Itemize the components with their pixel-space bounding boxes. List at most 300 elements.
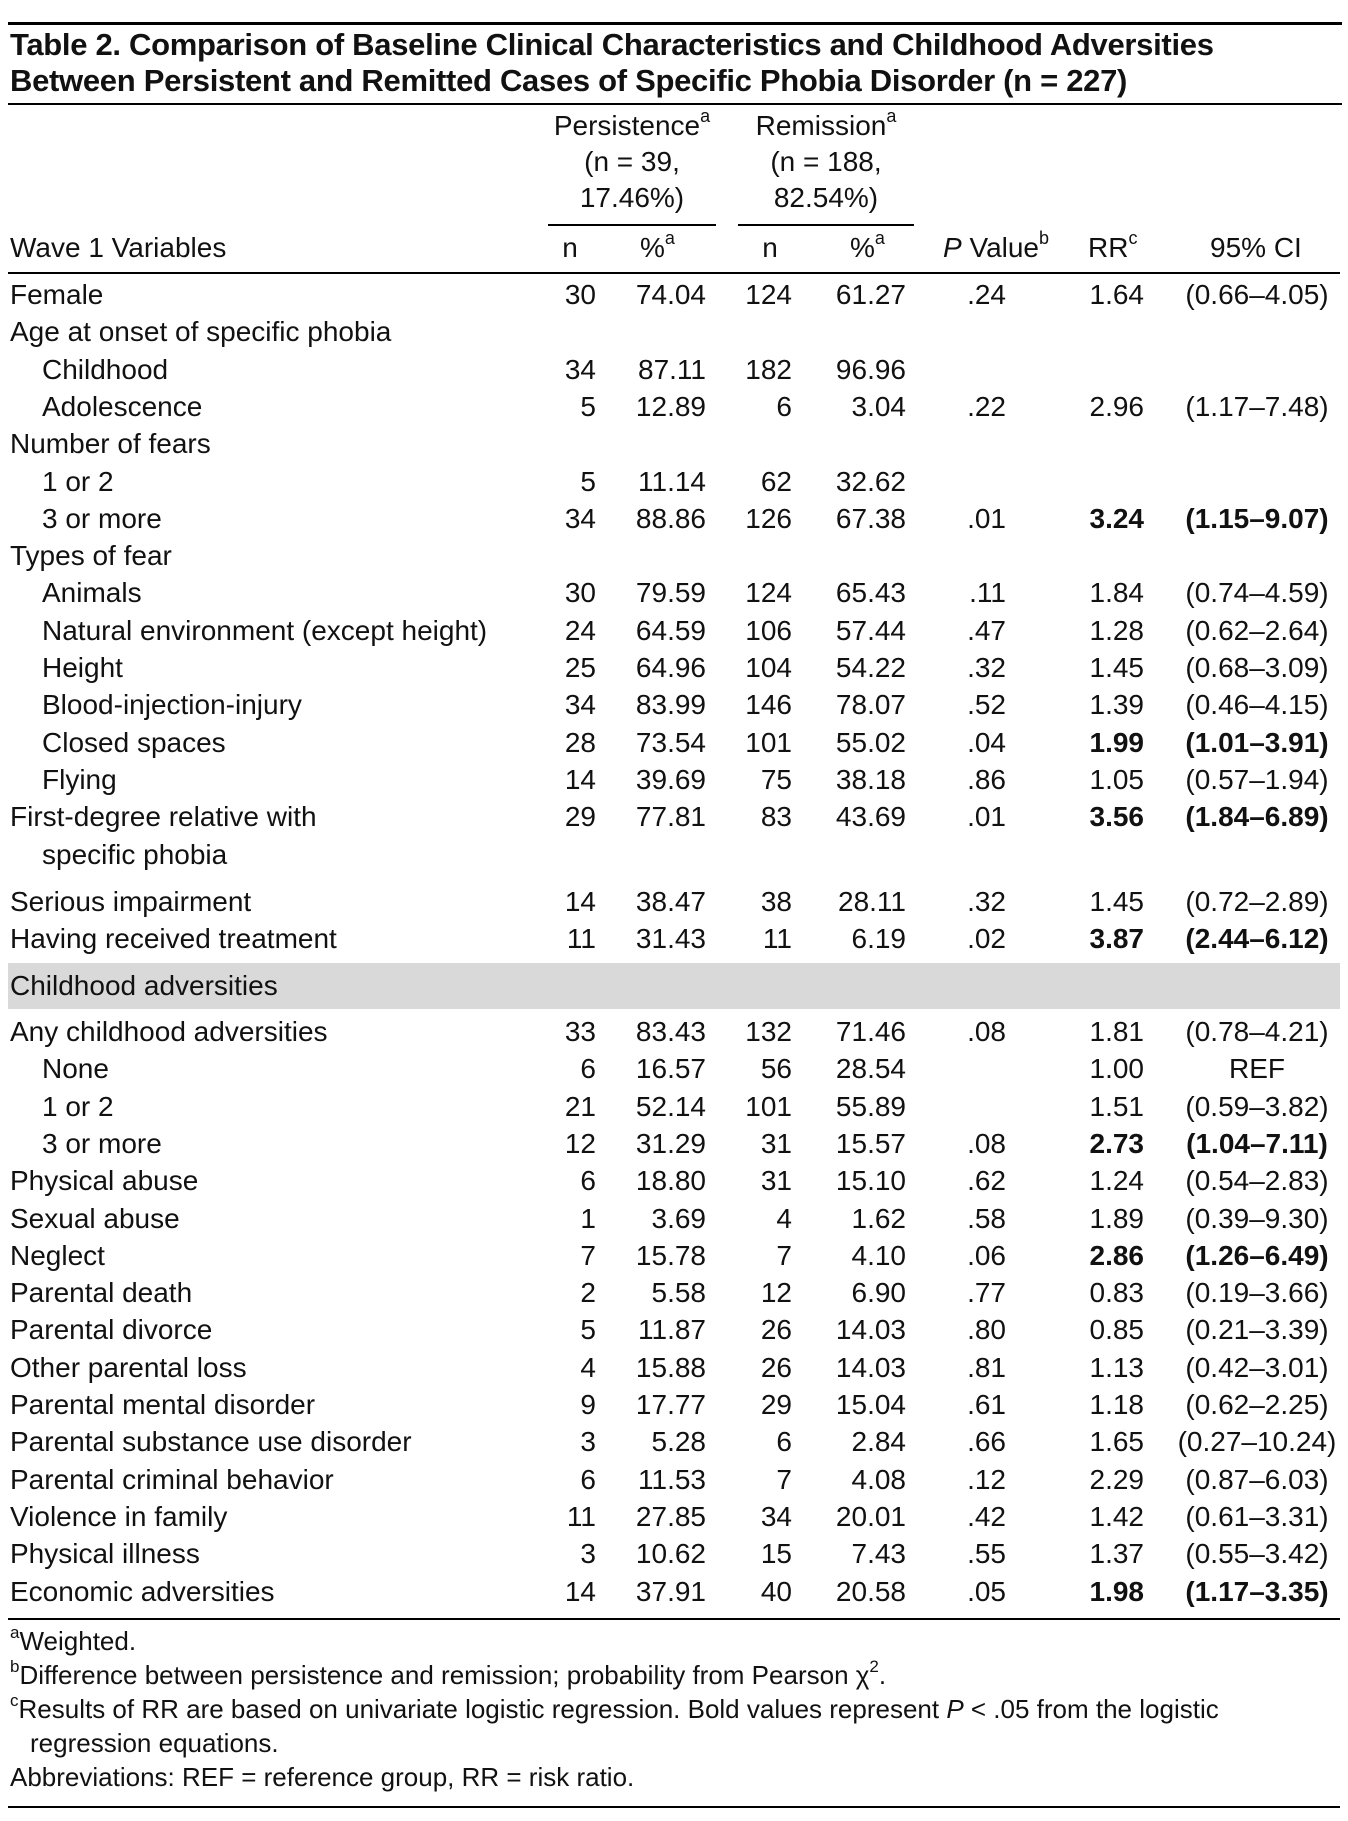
cell-rr: 3.24 [1089,502,1144,534]
footnote-c-continued: regression equations. [30,1728,279,1758]
cell-p: .86 [967,763,1006,795]
cell-rn: 15 [760,1538,792,1570]
cell-pp: 79.59 [635,577,706,609]
cell-rr: 1.28 [1089,614,1144,646]
cell-p: .58 [967,1202,1006,1234]
cell-pn: 30 [564,577,596,609]
row-label: Number of fears [10,428,211,460]
cell-ci: (1.15–9.07) [1185,502,1329,534]
cell-p: .04 [967,726,1006,758]
cell-rp: 71.46 [835,1016,906,1047]
col-header-remission-n: n [762,232,778,263]
cell-pn: 7 [580,1239,596,1271]
row-label: 1 or 2 [42,1090,114,1122]
cell-ci: (0.62–2.25) [1185,1389,1329,1420]
cell-p: .77 [967,1277,1006,1309]
cell-pp: 27.85 [635,1500,706,1532]
cell-pn: 34 [564,502,596,534]
cell-p: .52 [967,689,1006,721]
row-label: Closed spaces [42,726,226,758]
cell-rn: 7 [776,1239,792,1271]
cell-rp: 43.69 [835,801,906,833]
cell-pn: 9 [580,1389,596,1420]
cell-ci: (1.04–7.11) [1186,1127,1328,1159]
cell-pn: 34 [564,353,596,385]
cell-pn: 28 [564,726,596,758]
cell-pn: 6 [580,1053,596,1085]
table-row [0,1498,1348,1536]
cell-rn: 31 [760,1127,792,1159]
table-row [0,798,1348,836]
cell-rp: 28.11 [838,885,906,917]
table-row [0,500,1348,538]
table-title [8,22,1342,105]
table-row [0,761,1348,799]
cell-rn: 75 [760,763,792,795]
row-label: Violence in family [10,1500,228,1532]
cell-ci: (0.59–3.82) [1185,1090,1329,1122]
cell-rn: 4 [776,1202,792,1234]
cell-rn: 34 [760,1500,792,1532]
footnote-bottom-rule [8,1806,1340,1808]
cell-pn: 21 [564,1090,596,1122]
cell-ci: (0.19–3.66) [1185,1277,1329,1309]
cell-rp: 20.58 [835,1575,906,1607]
col-header-persistence-n: n [562,232,578,263]
cell-rr: 3.56 [1089,801,1144,833]
cell-p: .32 [967,652,1006,683]
cell-pp: 5.58 [651,1277,706,1309]
cell-ci: (0.87–6.03) [1185,1463,1329,1495]
row-label: Height [42,652,123,683]
col-header-p-value: P Value$^b$ [943,227,1050,263]
cell-p: .66 [967,1426,1006,1458]
row-label: 3 or more [42,1127,162,1159]
cell-rp: 15.57 [835,1127,906,1159]
row-label: Female [10,279,104,310]
remission-pct: 82.54%) [773,182,879,213]
cell-rp: 4.10 [851,1239,906,1271]
table-row [0,1088,1348,1126]
section-childhood-adversities [8,963,1340,1009]
row-label: Blood-injection-injury [42,689,302,721]
cell-pp: 18.80 [635,1165,706,1197]
cell-pp: 88.86 [635,502,706,534]
row-label: Sexual abuse [10,1202,180,1234]
cell-rp: 6.90 [851,1277,906,1309]
cell-rn: 62 [760,465,792,497]
cell-pp: 10.62 [635,1538,706,1570]
table-bottom-rule [8,1618,1340,1620]
cell-ci: (0.61–3.31) [1185,1500,1329,1532]
cell-rn: 83 [760,801,792,833]
cell-pn: 11 [566,923,596,955]
remission-group-header [738,105,914,216]
table-row [0,724,1348,762]
table-row [0,920,1348,958]
footnote-b: $^b$Difference between persistence and remission; probability from Pearson $\chi^2$. [10,1657,887,1690]
cell-rn: 7 [776,1463,792,1495]
table-row [0,1573,1348,1611]
cell-rr: 1.45 [1089,885,1144,917]
row-label: Age at onset of specific phobia [10,316,392,348]
cell-rr: 1.99 [1089,726,1144,758]
cell-rr: 0.83 [1089,1277,1144,1309]
cell-pp: 3.69 [651,1202,706,1234]
cell-pn: 34 [564,689,596,721]
cell-pp: 38.47 [635,885,706,917]
cell-p: .01 [967,801,1006,833]
row-label: Other parental loss [10,1351,247,1383]
cell-rp: 65.43 [835,577,906,609]
table-row [0,1349,1348,1387]
table-row [0,883,1348,921]
remission-name: Remission$^a$ [755,105,897,141]
row-label-continued: specific phobia [42,838,228,870]
cell-rn: 26 [760,1314,792,1346]
cell-pp: 37.91 [635,1575,706,1607]
cell-pn: 24 [564,614,596,646]
cell-pn: 5 [580,1314,596,1346]
cell-rn: 26 [760,1351,792,1383]
cell-ci: (0.57–1.94) [1185,763,1329,795]
table-row [0,463,1348,501]
cell-pp: 11.53 [638,1463,706,1495]
cell-rr: 0.85 [1089,1314,1144,1346]
cell-rr: 1.45 [1089,652,1144,683]
cell-pn: 14 [564,1575,596,1607]
cell-ci: (1.17–7.48) [1185,390,1329,422]
cell-pp: 11.14 [638,465,706,497]
row-label: Parental mental disorder [10,1389,316,1420]
footnote-c: $^c$Results of RR are based on univariate logistic regression. Bold values represent P < .05 from the logistic [10,1691,1219,1724]
cell-ci: (2.44–6.12) [1185,923,1329,955]
cell-p: .55 [967,1538,1006,1570]
cell-p: .22 [967,390,1006,422]
table-row [0,1237,1348,1275]
cell-pp: 16.57 [635,1053,706,1085]
row-label: Parental divorce [10,1314,213,1346]
row-label: 1 or 2 [42,465,114,497]
persistence-name: Persistence$^a$ [553,105,711,141]
cell-pp: 73.54 [635,726,706,758]
cell-rp: 6.19 [851,923,906,955]
row-label: Any childhood adversities [10,1016,328,1047]
cell-pn: 14 [564,885,596,917]
cell-ci: (0.62–2.64) [1185,614,1329,646]
cell-rr: 1.51 [1089,1090,1144,1122]
table-row [0,612,1348,650]
cell-rp: 28.54 [835,1053,906,1085]
cell-rn: 126 [745,502,792,534]
remission-rule [738,224,914,226]
cell-ci: (0.39–9.30) [1185,1202,1329,1234]
table-row [0,388,1348,426]
table-row [0,1013,1348,1051]
row-label: Animals [42,577,142,609]
cell-pn: 30 [564,279,596,310]
cell-rn: 6 [776,1426,792,1458]
table-row [0,1125,1348,1163]
cell-ci: (0.66–4.05) [1185,279,1329,310]
cell-p: .06 [967,1239,1006,1271]
cell-rp: 67.38 [835,502,906,534]
cell-rn: 12 [760,1277,792,1309]
remission-n: (n = 188, [770,146,882,177]
cell-pp: 17.77 [635,1389,706,1420]
cell-ci: (1.26–6.49) [1185,1239,1329,1271]
cell-rp: 96.96 [835,353,906,385]
cell-rr: 1.89 [1089,1202,1144,1234]
cell-rr: 1.05 [1089,763,1144,795]
row-label: Parental death [10,1277,193,1309]
cell-pp: 83.43 [635,1016,706,1047]
row-label: Serious impairment [10,885,252,917]
cell-p: .81 [967,1351,1006,1383]
table-row [0,1200,1348,1238]
cell-rr: 1.00 [1089,1053,1144,1085]
cell-rn: 31 [760,1165,792,1197]
row-label: Types of fear [10,540,172,572]
table-row [0,1050,1348,1088]
table-row [0,537,1348,575]
cell-rp: 2.84 [851,1426,906,1458]
row-label: Flying [42,763,117,795]
table-row [0,351,1348,389]
row-label: Adolescence [42,390,203,422]
table-row [0,313,1348,351]
cell-rr: 1.84 [1089,577,1144,609]
cell-rp: 55.89 [835,1090,906,1122]
cell-rr: 1.98 [1089,1575,1144,1607]
cell-pn: 12 [564,1127,596,1159]
cell-pn: 25 [564,652,596,683]
cell-pn: 33 [564,1016,596,1047]
cell-rr: 1.18 [1089,1389,1144,1420]
cell-rp: 57.44 [835,614,906,646]
cell-rn: 56 [760,1053,792,1085]
table-row [0,1311,1348,1349]
cell-ci: (1.84–6.89) [1185,801,1329,833]
table-row [0,1162,1348,1200]
section-label: Childhood adversities [10,970,278,1001]
cell-rp: 14.03 [835,1314,906,1346]
cell-pp: 64.96 [635,652,706,683]
title-line-1: Table 2. Comparison of Baseline Clinical Characteristics and Childhood Adversities [10,27,1214,62]
cell-pp: 39.69 [635,763,706,795]
cell-pp: 12.89 [635,390,706,422]
cell-pp: 5.28 [651,1426,706,1458]
cell-ci: (1.01–3.91) [1185,726,1329,758]
cell-ci: (0.21–3.39) [1185,1314,1329,1346]
cell-p: .11 [969,577,1006,609]
cell-rr: 1.81 [1089,1016,1144,1047]
cell-pn: 11 [566,1500,596,1532]
cell-rr: 1.39 [1089,689,1144,721]
table-row [0,574,1348,612]
row-label: None [42,1053,109,1085]
cell-ci: (0.78–4.21) [1185,1016,1329,1047]
cell-ci: (0.54–2.83) [1185,1165,1329,1197]
row-label: Physical illness [10,1538,200,1570]
cell-rp: 14.03 [835,1351,906,1383]
persistence-rule [548,224,716,226]
table-row [0,1386,1348,1424]
cell-pn: 29 [564,801,596,833]
cell-rp: 3.04 [851,390,906,422]
cell-rn: 132 [745,1016,792,1047]
table-row [0,686,1348,724]
col-header-rr: $RR^c$ [1088,227,1138,263]
cell-p: .24 [967,279,1006,310]
cell-pp: 11.87 [638,1314,706,1346]
row-label: Neglect [10,1239,105,1271]
cell-p: .02 [967,923,1006,955]
cell-rn: 106 [745,614,792,646]
cell-pn: 6 [580,1165,596,1197]
cell-rr: 1.24 [1089,1165,1144,1197]
cell-ci: (1.17–3.35) [1185,1575,1329,1607]
row-label: Childhood [42,353,169,385]
persistence-group-header [548,105,716,216]
cell-rn: 124 [745,279,792,310]
cell-p: .61 [967,1389,1006,1420]
cell-ci: (0.72–2.89) [1185,885,1329,917]
cell-pn: 3 [580,1426,596,1458]
cell-rn: 146 [745,689,792,721]
cell-p: .47 [967,614,1006,646]
cell-rr: 1.13 [1089,1351,1144,1383]
cell-ci: (0.74–4.59) [1185,577,1329,609]
cell-p: .08 [967,1127,1006,1159]
col-header-persistence-pct: %$^a$ [640,227,675,263]
cell-ci: (0.68–3.09) [1185,652,1329,683]
cell-rn: 101 [745,1090,792,1122]
cell-p: .80 [967,1314,1006,1346]
cell-pn: 14 [564,763,596,795]
cell-rn: 104 [745,652,792,683]
cell-rn: 40 [760,1575,792,1607]
row-label: Parental criminal behavior [10,1463,334,1495]
cell-rr: 1.65 [1089,1426,1144,1458]
cell-rn: 124 [745,577,792,609]
cell-pp: 31.43 [635,923,706,955]
cell-pp: 74.04 [635,279,706,310]
cell-pp: 64.59 [635,614,706,646]
cell-rr: 2.29 [1089,1463,1144,1495]
cell-pp: 77.81 [635,801,706,833]
cell-rn: 29 [760,1389,792,1420]
table-row [0,1535,1348,1573]
table-row-continuation [0,836,1348,874]
cell-rp: 78.07 [835,689,906,721]
table-row [0,1423,1348,1461]
cell-pn: 5 [580,390,596,422]
row-label: Having received treatment [10,923,337,955]
cell-rp: 38.18 [835,763,906,795]
cell-ci: (0.46–4.15) [1185,689,1329,721]
persistence-n: (n = 39, [584,146,680,177]
cell-pn: 2 [580,1277,596,1309]
cell-rn: 38 [760,885,792,917]
table-row [0,649,1348,687]
cell-rp: 55.02 [835,726,906,758]
cell-p: .62 [967,1165,1006,1197]
cell-rp: 15.10 [835,1165,906,1197]
cell-p: .12 [967,1463,1006,1495]
cell-p: .08 [967,1016,1006,1047]
header-rule [8,272,1340,274]
title-line-2: Between Persistent and Remitted Cases of Specific Phobia Disorder (n = 227) [10,63,1128,98]
cell-rr: 3.87 [1089,923,1144,955]
cell-pn: 6 [580,1463,596,1495]
row-label: Physical abuse [10,1165,199,1197]
cell-pp: 15.78 [635,1239,706,1271]
cell-rp: 1.62 [851,1202,906,1234]
cell-rn: 11 [762,923,792,955]
row-label: Natural environment (except height) [42,614,488,646]
cell-pp: 52.14 [635,1090,706,1122]
cell-rp: 54.22 [835,652,906,683]
cell-rr: 1.42 [1089,1500,1144,1532]
cell-pn: 3 [580,1538,596,1570]
cell-p: .01 [967,502,1006,534]
cell-rn: 6 [776,390,792,422]
row-label: First-degree relative with [10,801,317,833]
row-label: Parental substance use disorder [10,1426,412,1458]
table-row [0,425,1348,463]
cell-pp: 15.88 [635,1351,706,1383]
cell-rr: 2.86 [1089,1239,1144,1271]
table-row [0,1274,1348,1312]
table-row [0,276,1348,314]
cell-rr: 2.96 [1089,390,1144,422]
cell-ci: (0.27–10.24) [1177,1426,1337,1458]
col-header-ci: 95% CI [1210,232,1302,263]
cell-pp: 31.29 [635,1127,706,1159]
footnote-a: $^a$Weighted. [10,1623,137,1656]
cell-ci: (0.55–3.42) [1185,1538,1329,1570]
cell-ci: (0.42–3.01) [1185,1351,1329,1383]
cell-ci: REF [1229,1053,1285,1085]
table-row [0,1461,1348,1499]
cell-pn: 5 [580,465,596,497]
row-label: Economic adversities [10,1575,275,1607]
cell-rp: 4.08 [851,1463,906,1495]
cell-pp: 83.99 [635,689,706,721]
cell-rp: 20.01 [835,1500,906,1532]
cell-pp: 87.11 [638,353,706,385]
row-label: 3 or more [42,502,162,534]
cell-rp: 61.27 [835,279,906,310]
cell-rn: 101 [745,726,792,758]
col-header-variable: Wave 1 Variables [10,232,227,263]
cell-pn: 1 [580,1202,596,1234]
cell-p: .05 [967,1575,1006,1607]
cell-rp: 15.04 [835,1389,906,1420]
cell-rp: 7.43 [851,1538,906,1570]
cell-rn: 182 [745,353,792,385]
cell-rp: 32.62 [835,465,906,497]
cell-rr: 1.64 [1089,279,1144,310]
footnote-abbreviations: Abbreviations: REF = reference group, RR = risk ratio. [10,1762,635,1792]
col-header-remission-pct: %$^a$ [850,227,885,263]
cell-p: .32 [967,885,1006,917]
cell-rr: 2.73 [1089,1127,1144,1159]
cell-pn: 4 [580,1351,596,1383]
cell-p: .42 [967,1500,1006,1532]
persistence-pct: 17.46%) [579,182,685,213]
